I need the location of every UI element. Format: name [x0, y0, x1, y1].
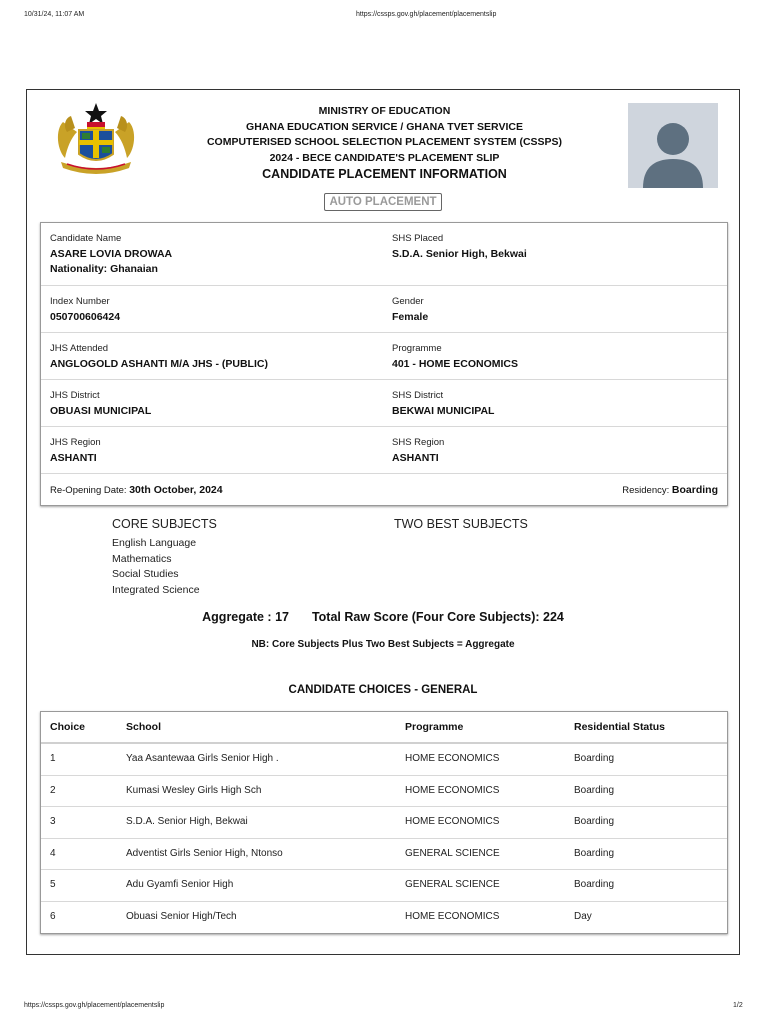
col-header-school: School: [126, 721, 162, 733]
gender-value: Female: [392, 311, 429, 323]
choice-programme: HOME ECONOMICS: [405, 784, 500, 796]
ministry-title: MINISTRY OF EDUCATION: [318, 105, 451, 117]
index-number-label: Index Number: [50, 296, 110, 307]
shs-district-value: BEKWAI MUNICIPAL: [392, 405, 495, 417]
slip-title: 2024 - BECE CANDIDATE'S PLACEMENT SLIP: [269, 151, 500, 164]
total-raw-score: Total Raw Score (Four Core Subjects): 224: [311, 610, 564, 624]
col-header-residential-status: Residential Status: [574, 721, 666, 733]
shs-placed-value: S.D.A. Senior High, Bekwai: [392, 248, 527, 260]
core-subject: Mathematics: [112, 552, 172, 565]
choice-residential-status: Boarding: [574, 753, 615, 764]
candidate-nationality: Nationality: Ghanaian: [50, 263, 158, 275]
gender-label: Gender: [392, 296, 424, 307]
table-row: [41, 870, 727, 902]
info-row: [41, 427, 727, 474]
choices-title: CANDIDATE CHOICES - GENERAL: [288, 684, 478, 696]
jhs-attended-value: ANGLOGOLD ASHANTI M/A JHS - (PUBLIC): [50, 358, 268, 370]
choice-school: S.D.A. Senior High, Bekwai: [126, 816, 248, 827]
table-row: [41, 776, 727, 808]
avatar-icon: [628, 103, 718, 188]
choice-residential-status: Boarding: [574, 879, 615, 890]
choice-school: Yaa Asantewaa Girls Senior High .: [126, 753, 279, 764]
choice-number: 4: [50, 847, 56, 859]
choice-residential-status: Day: [574, 910, 592, 922]
programme-label: Programme: [392, 343, 442, 354]
jhs-region-value: ASHANTI: [50, 452, 97, 464]
programme-value: 401 - HOME ECONOMICS: [392, 358, 519, 370]
candidate-name-label: Candidate Name: [50, 233, 122, 244]
table-row: [41, 839, 727, 871]
shs-region-value: ASHANTI: [392, 452, 439, 464]
choice-number: 6: [50, 910, 56, 922]
aggregate-score: Aggregate : 17: [202, 610, 289, 624]
choice-school: Obuasi Senior High/Tech: [126, 910, 237, 922]
info-row: [41, 223, 727, 286]
choice-programme: HOME ECONOMICS: [405, 753, 500, 764]
core-subject: Social Studies: [112, 568, 179, 580]
print-footer-url: https://cssps.gov.gh/placement/placementslip: [24, 1002, 165, 1009]
col-header-programme: Programme: [405, 721, 464, 733]
col-header-choice: Choice: [50, 721, 86, 733]
info-row: [41, 380, 727, 427]
service-title: GHANA EDUCATION SERVICE / GHANA TVET SERVICE: [246, 120, 523, 133]
choice-residential-status: Boarding: [574, 816, 615, 827]
core-subjects-list: [112, 536, 200, 598]
choice-school: Adu Gyamfi Senior High: [126, 879, 234, 890]
score-summary: [27, 610, 739, 624]
reopening-label: Re-Opening Date:: [50, 485, 127, 496]
print-url: https://cssps.gov.gh/placement/placementslip: [356, 11, 497, 18]
choice-school: Adventist Girls Senior High, Ntonso: [126, 847, 283, 859]
choice-residential-status: Boarding: [574, 784, 615, 796]
aggregate-note: NB: Core Subjects Plus Two Best Subjects = Aggregate: [251, 639, 515, 650]
reopening-row: [41, 474, 727, 507]
info-row: [41, 286, 727, 333]
choices-header-row: [41, 712, 727, 744]
choice-number: 3: [50, 816, 56, 827]
ghana-coat-of-arms-icon: [51, 102, 141, 178]
choice-programme: HOME ECONOMICS: [405, 816, 500, 827]
reopening-date: 30th October, 2024: [129, 484, 223, 496]
jhs-district-label: JHS District: [50, 390, 100, 401]
table-row: [41, 807, 727, 839]
placement-info-title: CANDIDATE PLACEMENT INFORMATION: [262, 167, 507, 181]
choice-number: 5: [50, 879, 56, 890]
choices-table: [40, 711, 728, 934]
core-subject: English Language: [112, 537, 197, 549]
placement-type-badge: AUTO PLACEMENT: [324, 193, 442, 211]
candidate-name: ASARE LOVIA DROWAA: [50, 248, 173, 260]
placement-slip: [26, 89, 740, 955]
core-subjects-title: CORE SUBJECTS: [112, 517, 217, 531]
two-best-subjects-title: TWO BEST SUBJECTS: [394, 517, 528, 531]
choice-school: Kumasi Wesley Girls High Sch: [126, 784, 262, 796]
choice-residential-status: Boarding: [574, 847, 615, 859]
jhs-district-value: OBUASI MUNICIPAL: [50, 405, 152, 417]
shs-region-label: SHS Region: [392, 437, 445, 448]
choice-programme: GENERAL SCIENCE: [405, 847, 500, 859]
index-number-value: 050700606424: [50, 311, 121, 323]
choice-programme: GENERAL SCIENCE: [405, 879, 500, 890]
residency-value: Boarding: [671, 484, 718, 496]
candidate-photo-placeholder: [628, 103, 718, 188]
system-title: COMPUTERISED SCHOOL SELECTION PLACEMENT SYSTEM (CSSPS): [206, 136, 563, 148]
choice-programme: HOME ECONOMICS: [405, 910, 500, 922]
choice-number: 2: [50, 784, 56, 796]
info-row: [41, 333, 727, 380]
jhs-region-label: JHS Region: [50, 437, 101, 448]
print-page-number: 1/2: [733, 1002, 743, 1009]
table-row: [41, 902, 727, 934]
shs-district-label: SHS District: [392, 390, 444, 401]
candidate-info-table: [40, 222, 728, 506]
shs-placed-label: SHS Placed: [392, 233, 444, 244]
choice-number: 1: [50, 753, 56, 764]
core-subject: Integrated Science: [112, 583, 200, 596]
print-datetime: 10/31/24, 11:07 AM: [24, 11, 85, 18]
jhs-attended-label: JHS Attended: [50, 343, 109, 354]
residency-label: Residency:: [622, 485, 670, 496]
table-row: [41, 744, 727, 776]
